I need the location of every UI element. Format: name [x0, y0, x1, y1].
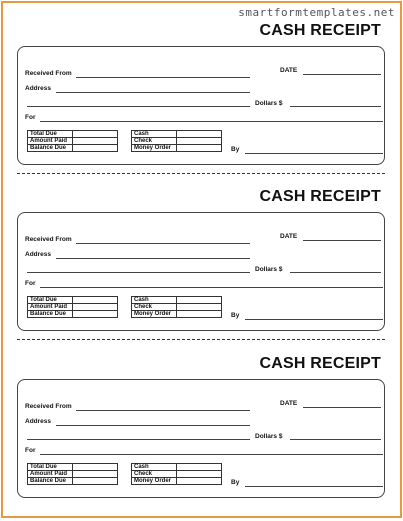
- check-label: Check: [132, 138, 177, 145]
- date-label: DATE: [280, 233, 298, 240]
- amount-paid-label: Amount Paid: [28, 471, 73, 478]
- payment-table: [131, 130, 222, 152]
- amount-paid-field[interactable]: [73, 471, 118, 478]
- table-row: [132, 304, 222, 311]
- by-field[interactable]: [245, 486, 383, 487]
- check-label: Check: [132, 304, 177, 311]
- dollars-label: Dollars $: [255, 433, 283, 440]
- receipt-3: [0, 355, 403, 521]
- table-row: [28, 311, 118, 318]
- totals-table: [27, 130, 118, 152]
- received-from-label: Received From: [25, 236, 72, 243]
- address-field[interactable]: [56, 258, 250, 259]
- table-row: [28, 478, 118, 485]
- totals-table: [27, 296, 118, 318]
- receipt-box: [17, 379, 385, 498]
- cut-line: [17, 339, 385, 340]
- cash-field[interactable]: [177, 297, 222, 304]
- receipt-title: CASH RECEIPT: [259, 22, 381, 39]
- address-field[interactable]: [56, 92, 250, 93]
- address-label: Address: [25, 85, 52, 92]
- by-field[interactable]: [245, 153, 383, 154]
- for-field[interactable]: [40, 454, 383, 455]
- payment-table: [131, 463, 222, 485]
- money-order-field[interactable]: [177, 145, 222, 152]
- receipt-title: CASH RECEIPT: [259, 355, 381, 372]
- dollars-label: Dollars $: [255, 100, 283, 107]
- table-row: [132, 131, 222, 138]
- date-field[interactable]: [303, 407, 381, 408]
- cut-line: [17, 173, 385, 174]
- table-row: [28, 471, 118, 478]
- check-field[interactable]: [177, 471, 222, 478]
- check-field[interactable]: [177, 138, 222, 145]
- money-order-label: Money Order: [132, 145, 177, 152]
- balance-due-label: Balance Due: [28, 145, 73, 152]
- table-row: [28, 464, 118, 471]
- amount-words-field[interactable]: [27, 272, 250, 273]
- date-label: DATE: [280, 67, 298, 74]
- total-due-field[interactable]: [73, 297, 118, 304]
- receipt-box: [17, 46, 385, 165]
- dollars-field[interactable]: [290, 106, 381, 107]
- money-order-label: Money Order: [132, 311, 177, 318]
- by-label: By: [231, 479, 240, 486]
- table-row: [132, 464, 222, 471]
- receipt-title: CASH RECEIPT: [259, 188, 381, 205]
- for-field[interactable]: [40, 287, 383, 288]
- payment-table: [131, 296, 222, 318]
- cash-field[interactable]: [177, 464, 222, 471]
- dollars-field[interactable]: [290, 272, 381, 273]
- received-from-field[interactable]: [76, 77, 250, 78]
- table-row: [28, 138, 118, 145]
- received-from-label: Received From: [25, 403, 72, 410]
- balance-due-field[interactable]: [73, 145, 118, 152]
- receipt-1: [0, 22, 403, 188]
- balance-due-field[interactable]: [73, 478, 118, 485]
- table-row: [132, 145, 222, 152]
- table-row: [132, 471, 222, 478]
- balance-due-label: Balance Due: [28, 311, 73, 318]
- check-field[interactable]: [177, 304, 222, 311]
- date-field[interactable]: [303, 74, 381, 75]
- money-order-label: Money Order: [132, 478, 177, 485]
- cash-field[interactable]: [177, 131, 222, 138]
- money-order-field[interactable]: [177, 311, 222, 318]
- cash-label: Cash: [132, 297, 177, 304]
- for-field[interactable]: [40, 121, 383, 122]
- check-label: Check: [132, 471, 177, 478]
- by-field[interactable]: [245, 319, 383, 320]
- table-row: [132, 138, 222, 145]
- balance-due-field[interactable]: [73, 311, 118, 318]
- cash-label: Cash: [132, 131, 177, 138]
- table-row: [28, 145, 118, 152]
- table-row: [28, 297, 118, 304]
- by-label: By: [231, 146, 240, 153]
- total-due-field[interactable]: [73, 131, 118, 138]
- address-field[interactable]: [56, 425, 250, 426]
- watermark: smartformtemplates.net: [238, 6, 395, 19]
- address-label: Address: [25, 418, 52, 425]
- total-due-label: Total Due: [28, 297, 73, 304]
- dollars-label: Dollars $: [255, 266, 283, 273]
- date-field[interactable]: [303, 240, 381, 241]
- amount-words-field[interactable]: [27, 439, 250, 440]
- table-row: [132, 478, 222, 485]
- address-label: Address: [25, 251, 52, 258]
- cash-label: Cash: [132, 464, 177, 471]
- dollars-field[interactable]: [290, 439, 381, 440]
- received-from-field[interactable]: [76, 243, 250, 244]
- balance-due-label: Balance Due: [28, 478, 73, 485]
- receipt-box: [17, 212, 385, 331]
- table-row: [28, 304, 118, 311]
- totals-table: [27, 463, 118, 485]
- receipt-2: [0, 188, 403, 354]
- table-row: [132, 297, 222, 304]
- for-label: For: [25, 280, 36, 287]
- by-label: By: [231, 312, 240, 319]
- table-row: [28, 131, 118, 138]
- received-from-label: Received From: [25, 70, 72, 77]
- amount-words-field[interactable]: [27, 106, 250, 107]
- received-from-field[interactable]: [76, 410, 250, 411]
- for-label: For: [25, 447, 36, 454]
- total-due-label: Total Due: [28, 464, 73, 471]
- date-label: DATE: [280, 400, 298, 407]
- money-order-field[interactable]: [177, 478, 222, 485]
- amount-paid-label: Amount Paid: [28, 304, 73, 311]
- total-due-label: Total Due: [28, 131, 73, 138]
- amount-paid-label: Amount Paid: [28, 138, 73, 145]
- amount-paid-field[interactable]: [73, 138, 118, 145]
- for-label: For: [25, 114, 36, 121]
- amount-paid-field[interactable]: [73, 304, 118, 311]
- table-row: [132, 311, 222, 318]
- total-due-field[interactable]: [73, 464, 118, 471]
